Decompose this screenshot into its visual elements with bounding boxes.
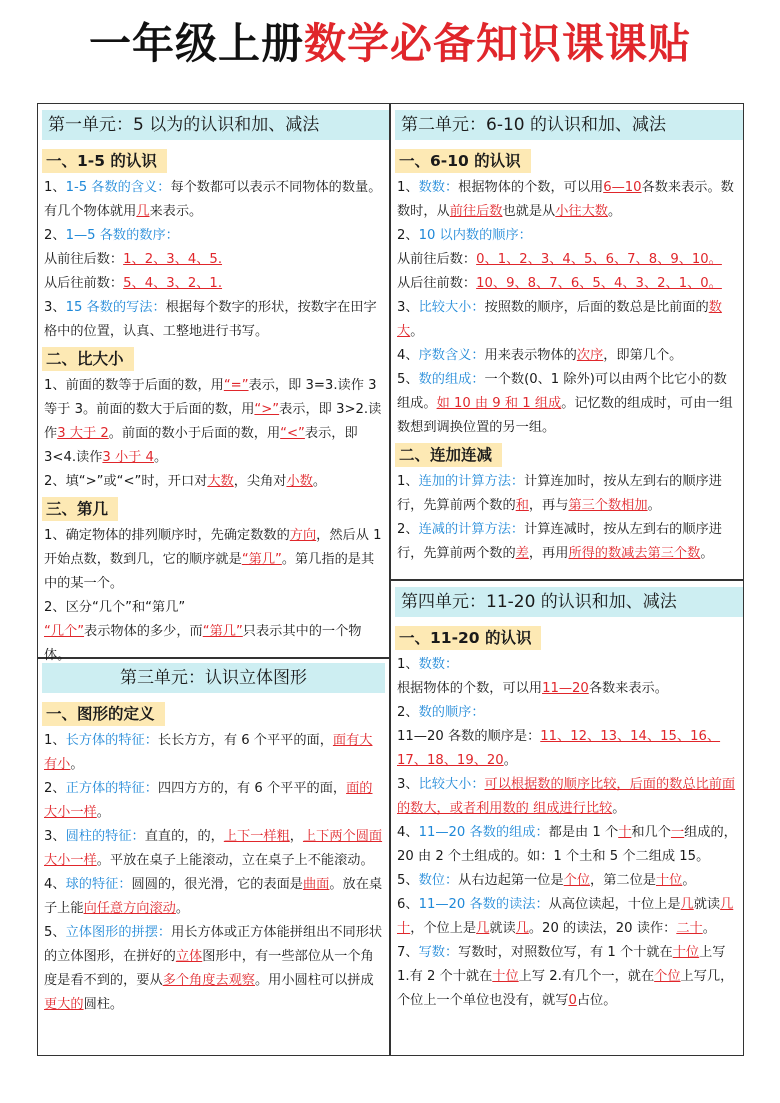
unit-1-item-3: 3、15 各数的写法：根据每个数字的形状，按数字在田字格中的位置，认真、工整地进行书写。 (44, 300, 377, 339)
unit-4-section-1: 一、11-20 的认识 (395, 626, 541, 650)
unit-4-item-1: 1、数数： (397, 657, 459, 672)
unit-2-item-5: 5、数的组成：一个数(0、1 除外)可以由两个比它小的数组成。如 10 由 9 和 1 组成。记忆数的组成时，可由一组数想到调换位置的另一组。 (397, 372, 733, 435)
unit-2-forward-count: 从前往后数：0、1、2、3、4、5、6、7、8、9、10。 (397, 252, 722, 267)
unit-4-heading: 第四单元：11-20 的认识和加、减法 (395, 587, 743, 617)
unit-1-section-2: 二、比大小 (42, 347, 134, 371)
unit-4-item-4: 4、11—20 各数的组成：都是由 1 个十和几个一组成的，20 由 2 个土组成的。如：1 个土和 5 个二组成 15。 (397, 825, 737, 864)
unit-2-panel (391, 104, 743, 566)
unit-3-panel (38, 659, 389, 1017)
unit-3-heading: 第三单元：认识立体图形 (42, 663, 385, 693)
unit-4-item-3: 3、比较大小：可以根据数的顺序比较，后面的数总比前面的数大，或者利用数的 组成进行比较。 (397, 777, 736, 816)
unit-1-section-1: 一、1-5 的认识 (42, 149, 167, 173)
unit-3-section-1: 一、图形的定义 (42, 702, 165, 726)
unit-2-item-2: 2、10 以内数的顺序： (397, 228, 532, 243)
page-title: 一年级上册数学必备知识课课贴 (88, 19, 692, 68)
unit-3-item-5: 5、立体图形的拼摆：用长方体或正方体能拼组出不同形状的立体图形，在拼好的立体图形中，有一些部位从一个角度是看不到的，要从多个角度去观察。用小圆柱可以拼成更大的圆柱。 (44, 925, 383, 1012)
unit-2-add-method: 1、连加的计算方法：计算连加时，按从左到右的顺序进行，先算前两个数的和，再与第三个数相加。 (397, 474, 722, 513)
unit-4-item-7: 7、写数：写数时，对照数位写，有 1 个十就在十位上写 1.有 2 个十就在十位上写 2.有几个一，就在个位上写几，个位上一个单位也没有，就写0占位。 (397, 945, 734, 1008)
unit-2-subtract-method: 2、连减的计算方法：计算连减时，按从左到右的顺序进行，先算前两个数的差，再用所得的数减去第三个数。 (397, 522, 722, 561)
unit-4-item-1-text: 根据物体的个数，可以用11—20各数来表示。 (397, 681, 668, 696)
unit-1-order-2: 2、区分“几个”和“第几” (44, 600, 186, 615)
unit-1-item-2: 2、1—5 各数的数序： (44, 228, 179, 243)
unit-1-heading: 第一单元：5 以为的认识和加、减法 (42, 110, 389, 140)
unit-1-order-3: “几个”表示物体的多少，而“第几”只表示其中的一个物体。 (44, 624, 362, 663)
unit-4-item-6: 6、11—20 各数的读法：从高位读起，十位上是几就读几十，个位上是几就读几。20 的读法，20 读作：二十。 (397, 897, 734, 936)
unit-4-item-2-text: 11—20 各数的顺序是：11、12、13、14、15、16、17、18、19、20。 (397, 729, 721, 768)
unit-2-item-1: 1、数数：根据物体的个数，可以用6—10各数来表示。数数时，从前往后数也就是从小往大数。 (397, 180, 734, 219)
unit-2-heading: 第二单元：6-10 的认识和加、减法 (395, 110, 743, 140)
unit-1-panel (38, 104, 389, 668)
unit-2-item-4: 4、序数含义：用来表示物体的次序，即第几个。 (397, 348, 683, 363)
unit-2-section-1: 一、6-10 的认识 (395, 149, 531, 173)
unit-1-compare-2: 2、填“>”或“<”时，开口对大数，尖角对小数。 (44, 474, 327, 489)
unit-1-backward-count: 从后往前数：5、4、3、2、1. (44, 276, 223, 291)
unit-2-section-2: 二、连加连减 (395, 443, 502, 467)
unit-1-item-1: 1、1-5 各数的含义：每个数都可以表示不同物体的数量。有几个物体就用几来表示。 (44, 180, 382, 219)
unit-2-backward-count: 从后往前数：10、9、8、7、6、5、4、3、2、1、0。 (397, 276, 722, 291)
unit-1-order-1: 1、确定物体的排列顺序时，先确定数数的方向，然后从 1 开始点数，数到几，它的顺序就是“第几”。第几指的是其中的某一个。 (44, 528, 382, 591)
unit-2-item-3: 3、比较大小：按照数的顺序，后面的数总是比前面的数大。 (397, 300, 722, 339)
unit-4-item-2: 2、数的顺序： (397, 705, 485, 720)
unit-4-panel (391, 581, 743, 1013)
unit-1-forward-count: 从前往后数：1、2、3、4、5. (44, 252, 223, 267)
unit-1-compare-1: 1、前面的数等于后面的数，用“=”表示，即 3=3.读作 3 等于 3。前面的数大于后面的数，用“>”表示，即 3>2.读作3 大于 2。前面的数小于后面的数，用“<”表示，即 3<4.读作3 小于 4。 (44, 378, 382, 465)
unit-1-section-3: 三、第几 (42, 497, 118, 521)
unit-4-item-5: 5、数位：从右边起第一位是个位，第二位是十位。 (397, 873, 696, 888)
unit-3-item-4: 4、球的特征：圆圆的，很光滑，它的表面是曲面。放在桌子上能向任意方向滚动。 (44, 877, 383, 916)
unit-3-item-2: 2、正方体的特征：四四方方的，有 6 个平平的面，面的大小一样。 (44, 781, 373, 820)
unit-3-item-1: 1、长方体的特征：长长方方，有 6 个平平的面，面有大有小。 (44, 733, 373, 772)
unit-3-item-3: 3、圆柱的特征：直直的，的，上下一样粗，上下两个圆面大小一样。平放在桌子上能滚动，立在桌子上不能滚动。 (44, 829, 383, 868)
